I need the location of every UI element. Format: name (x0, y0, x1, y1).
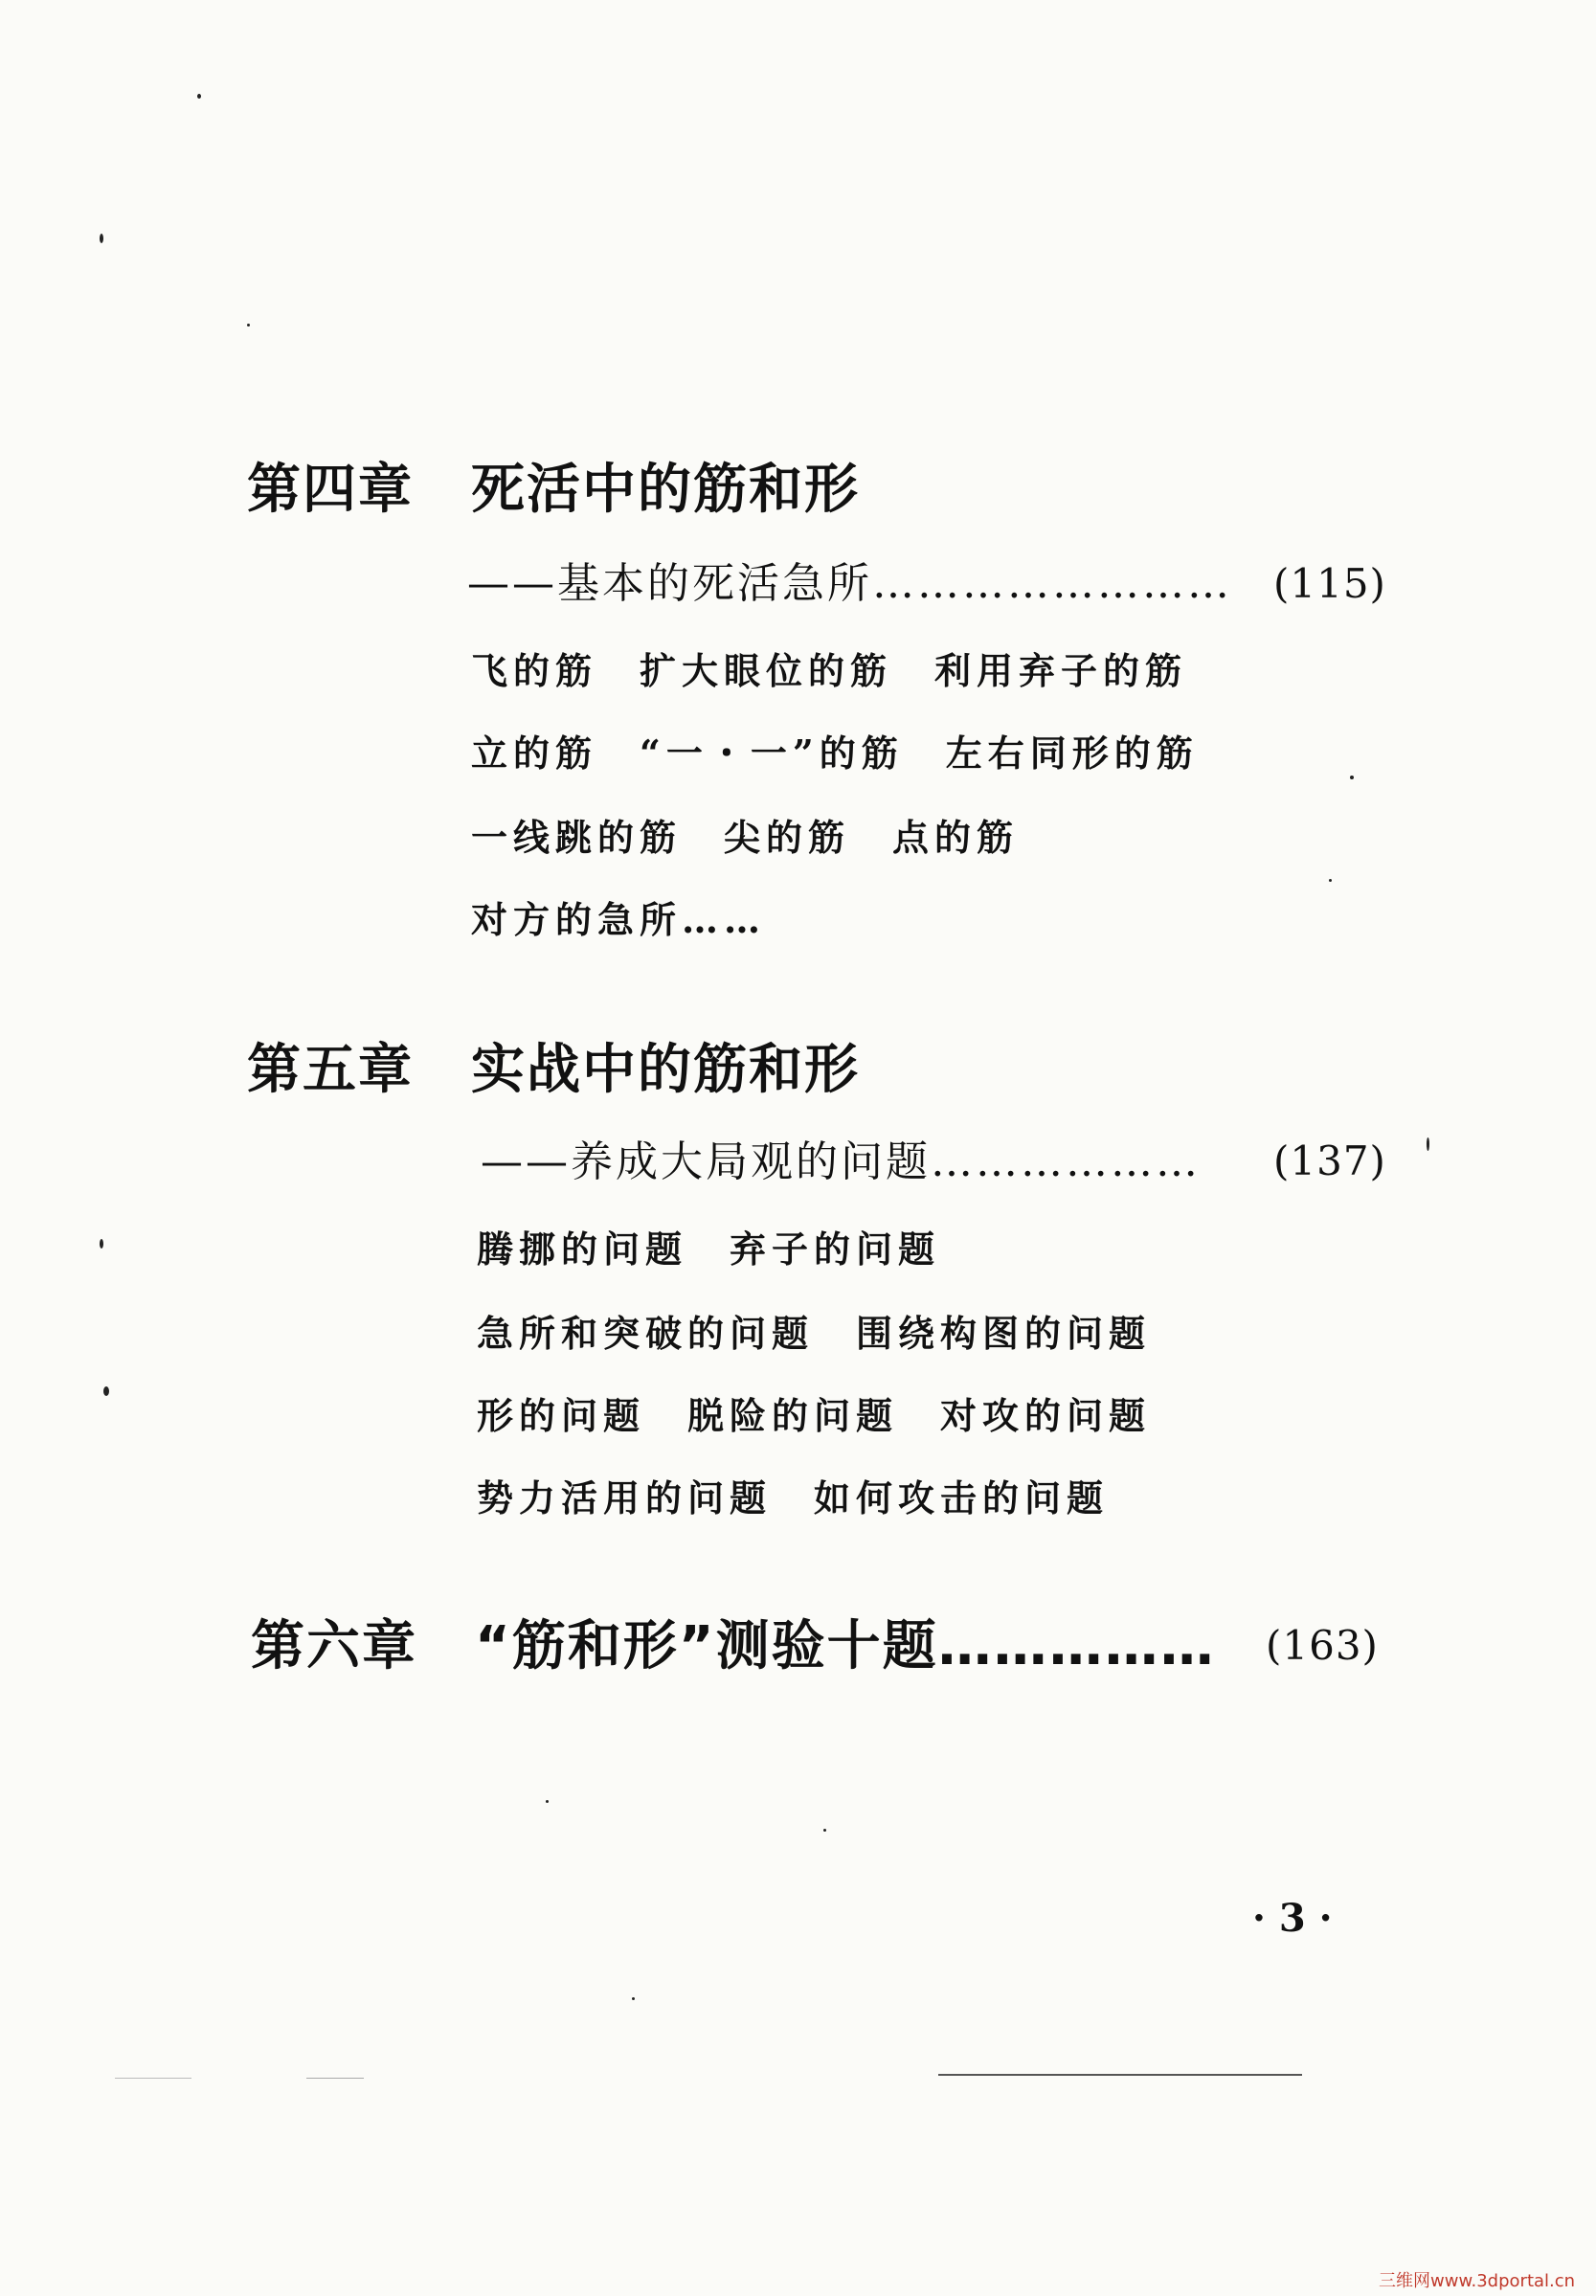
bottom-rule (938, 2074, 1302, 2076)
scan-speck (100, 234, 103, 243)
scan-speck (632, 1997, 635, 2000)
chapter-4-heading: 第四章 (247, 459, 414, 521)
scan-speck (823, 1829, 826, 1832)
chapter-5-subtitle: ——养成大局观的问题……………… (481, 1137, 1201, 1186)
scan-speck (103, 1386, 109, 1396)
chapter-4-topics-line-4: 对方的急所…… (471, 898, 767, 941)
chapter-4-topics-line-2: 立的筋 “一・一”的筋 左右同形的筋 (471, 732, 1199, 775)
scan-speck (1427, 1137, 1429, 1151)
watermark: 三维网www.3dportal.cn (1379, 2271, 1576, 2291)
chapter-5-topics-line-4: 势力活用的问题 如何攻击的问题 (477, 1476, 1110, 1519)
scan-speck (100, 1239, 103, 1249)
bottom-rule (306, 2078, 364, 2079)
chapter-6-heading: 第六章 (251, 1615, 417, 1677)
chapter-5-topics-line-1: 腾挪的问题 弃子的问题 (477, 1227, 941, 1271)
scan-speck (247, 324, 250, 326)
chapter-5-topics-line-3: 形的问题 脱险的问题 对攻的问题 (477, 1394, 1152, 1437)
scan-speck (546, 1800, 549, 1803)
chapter-5-heading: 第五章 (247, 1039, 414, 1101)
scan-speck (1329, 879, 1332, 882)
bottom-rule (115, 2078, 191, 2079)
page-number: · 3 · (1252, 1896, 1333, 1941)
chapter-5-topics-line-2: 急所和突破的问题 围绕构图的问题 (477, 1312, 1152, 1355)
chapter-4-topics-line-1: 飞的筋 扩大眼位的筋 利用弃子的筋 (471, 649, 1188, 692)
chapter-5-page: (137) (1273, 1137, 1386, 1184)
scan-speck (1350, 776, 1354, 779)
chapter-4-subtitle: ——基本的死活急所…………………… (467, 559, 1232, 608)
chapter-5-title: 实战中的筋和形 (471, 1039, 860, 1101)
scan-speck (197, 94, 201, 99)
chapter-6-page: (163) (1266, 1622, 1379, 1669)
chapter-4-topics-line-3: 一线跳的筋 尖的筋 点的筋 (471, 816, 1020, 859)
chapter-4-page: (115) (1273, 560, 1386, 607)
chapter-4-title: 死活中的筋和形 (471, 459, 860, 521)
chapter-6-title: “筋和形”测验十题…………… (475, 1615, 1216, 1677)
